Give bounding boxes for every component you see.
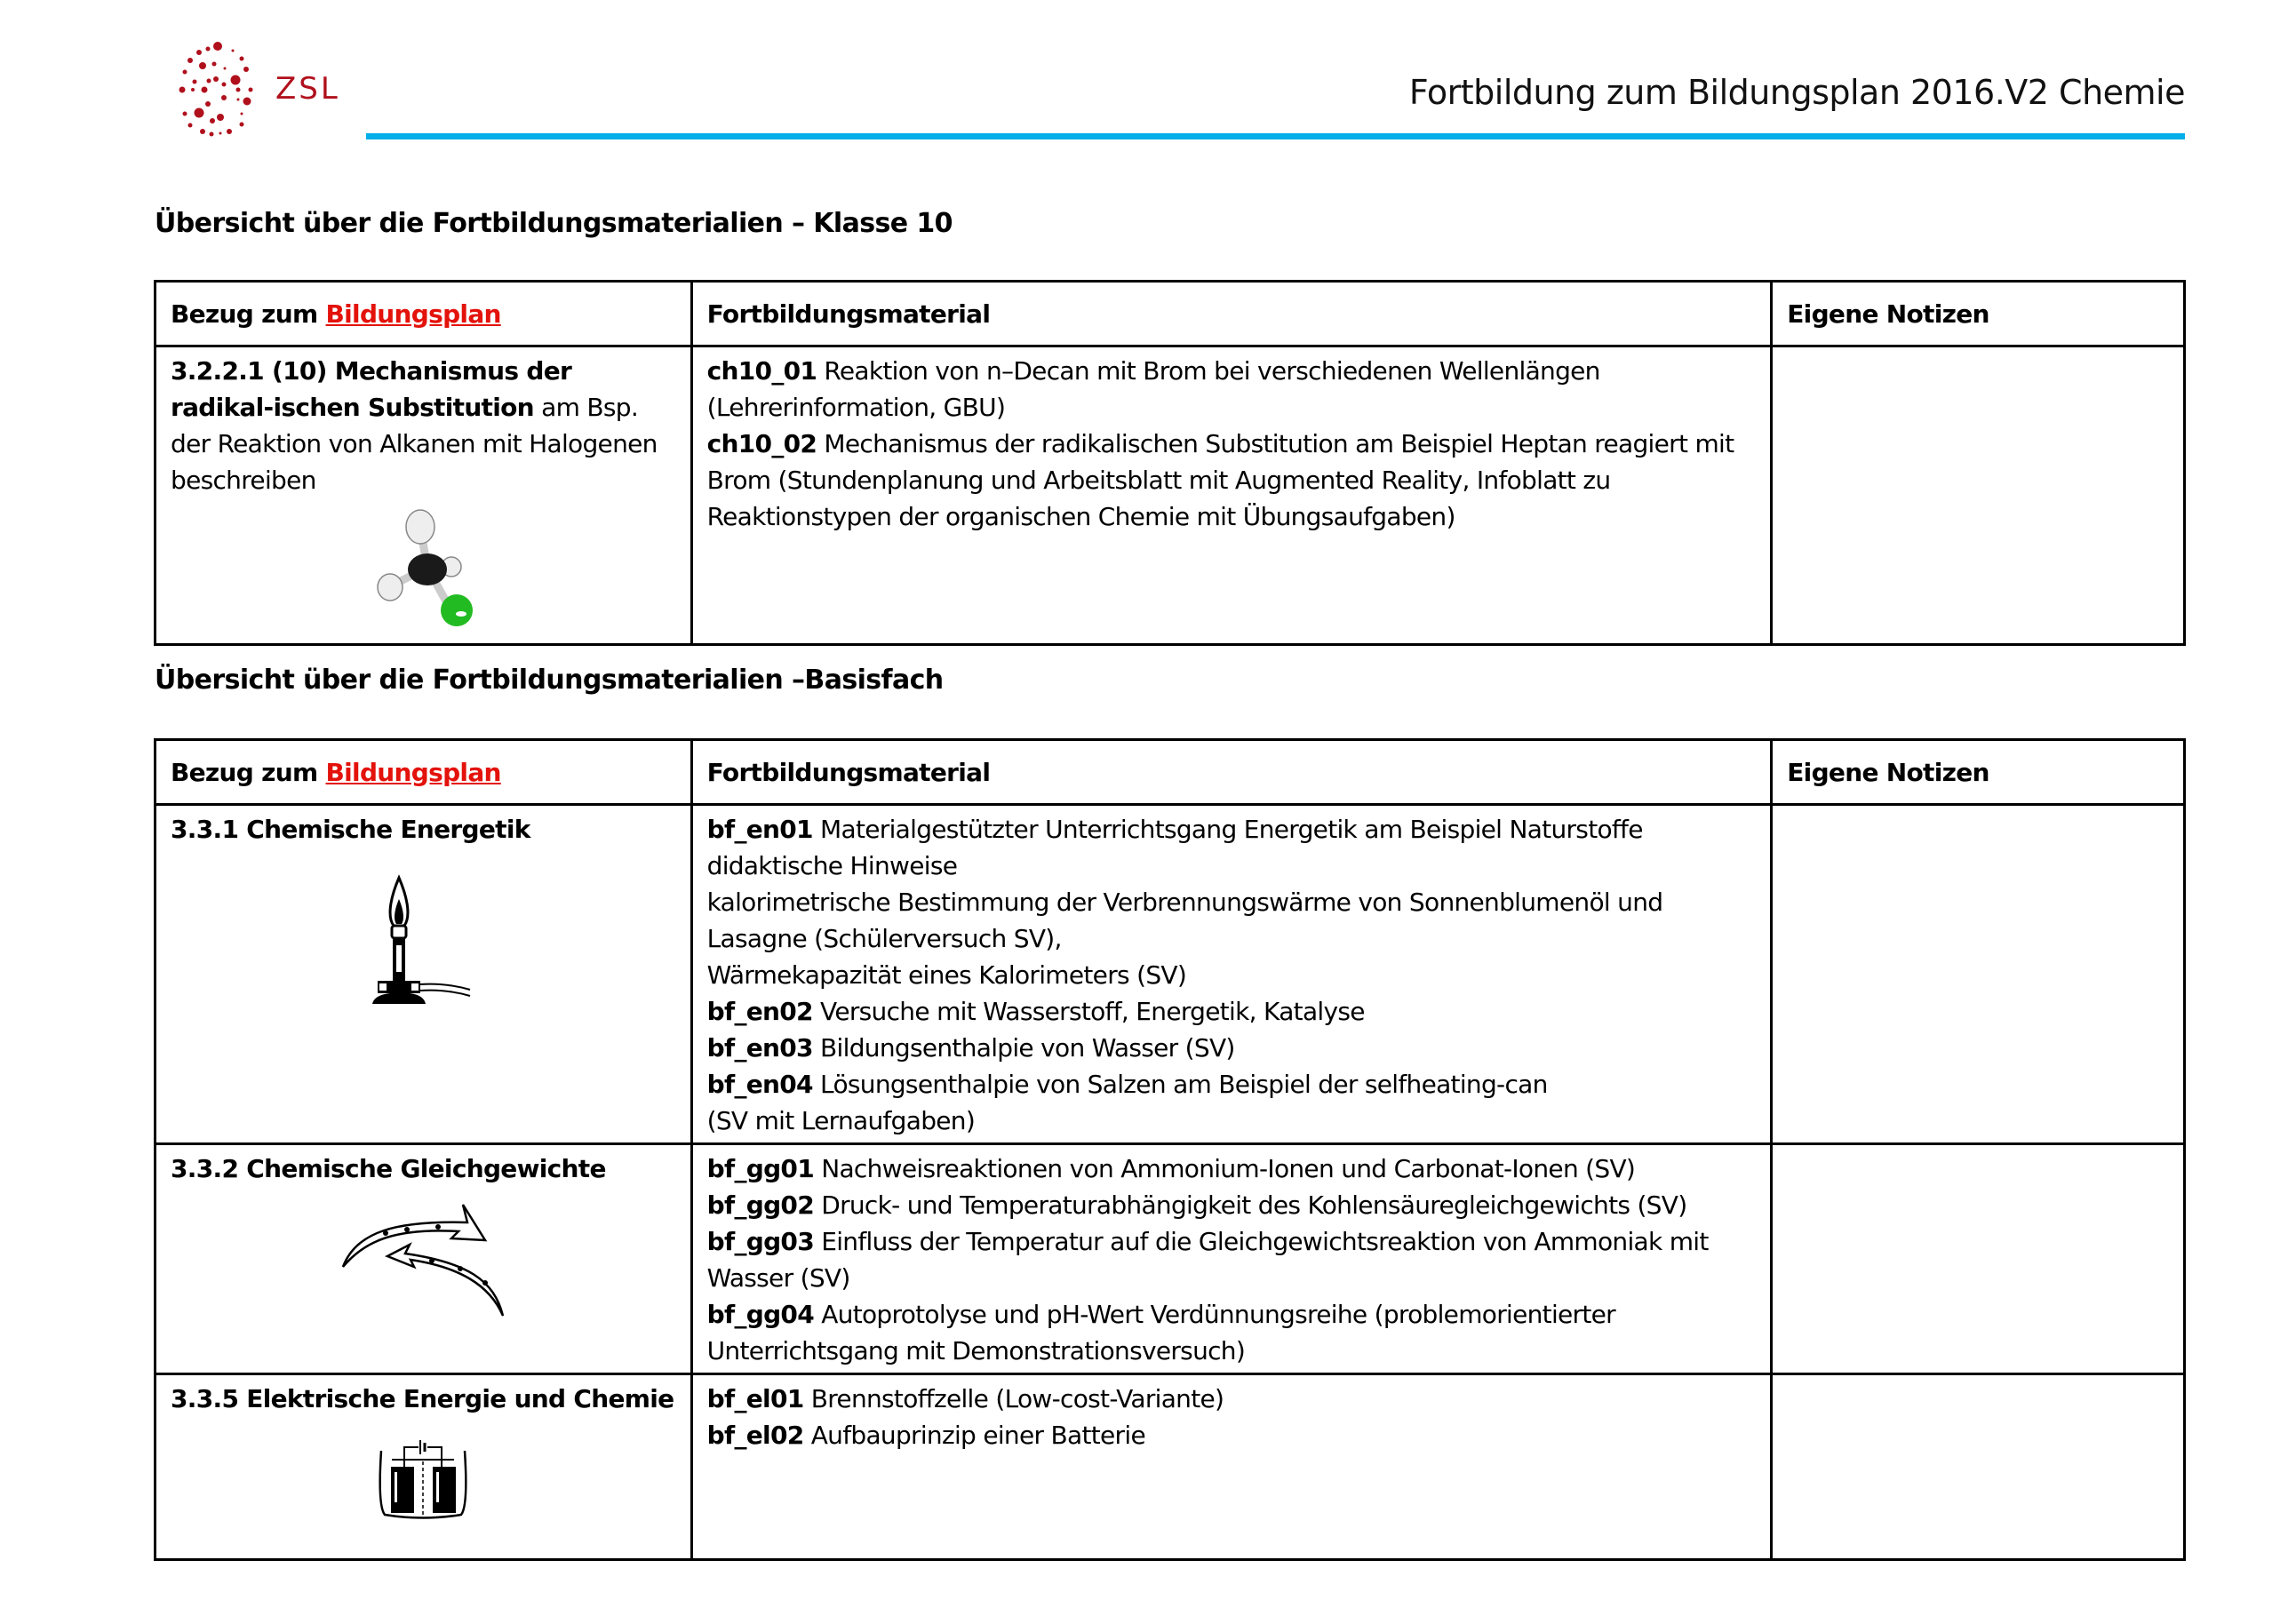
material-item (707, 811, 1757, 848)
material-text: Brennstoffzelle (Low-cost-Variante) (803, 1384, 1224, 1413)
bezug-title: 3.2.2.1 (10) Mechanismus der radikal-ischen Substitution (171, 356, 572, 422)
material-code: bf_gg02 (706, 1190, 815, 1220)
material-item (707, 884, 1757, 957)
column-header-prefix: Bezug zum (171, 757, 326, 787)
material-text: Lösungsenthalpie von Salzen am Beispiel der selfheating-can (812, 1070, 1548, 1099)
notes-cell[interactable] (1772, 805, 2185, 1144)
table-header-row (155, 740, 2185, 805)
bildungsplan-link[interactable]: Bildungsplan (325, 757, 501, 787)
material-item (707, 1417, 1757, 1453)
column-header-bezug (155, 740, 692, 805)
material-text: kalorimetrische Bestimmung der Verbrennungswärme von Sonnenblumenöl und Lasagne (Schülerversuch SV), (706, 888, 1663, 953)
material-code: bf_en03 (706, 1033, 813, 1063)
material-code: bf_en04 (706, 1070, 813, 1099)
bezug-title: 3.3.5 Elektrische Energie und Chemie (171, 1384, 674, 1413)
table-row (155, 1144, 2185, 1374)
dots-circle-icon (169, 39, 267, 137)
material-code: ch10_02 (706, 429, 817, 458)
material-text: Autoprotolyse und pH-Wert Verdünnungsreihe (problemorientierter Unterrichtsgang mit Demonstrationsversuch) (706, 1300, 1615, 1365)
material-text: didaktische Hinweise (706, 851, 958, 880)
section-heading-basisfach: Übersicht über die Fortbildungsmaterialien –Basisfach (155, 665, 944, 696)
material-code: ch10_01 (706, 356, 817, 386)
material-text: (SV mit Lernaufgaben) (706, 1106, 976, 1135)
column-header-prefix: Bezug zum (171, 299, 326, 329)
bezug-cell (155, 346, 692, 645)
material-text: Bildungsenthalpie von Wasser (SV) (812, 1033, 1235, 1063)
material-item (707, 1187, 1757, 1223)
material-item (707, 1296, 1757, 1369)
table-klasse10 (154, 280, 2186, 646)
bildungsplan-link[interactable]: Bildungsplan (325, 299, 501, 329)
material-item (707, 1030, 1757, 1066)
molecule-icon (365, 506, 481, 630)
material-text: Versuche mit Wasserstoff, Energetik, Katalyse (812, 997, 1365, 1026)
bezug-title: 3.3.1 Chemische Energetik (171, 815, 530, 844)
material-item (707, 353, 1757, 426)
material-item (707, 1150, 1757, 1187)
material-item (707, 1103, 1757, 1139)
column-header-material: Fortbildungsmaterial (691, 740, 1772, 805)
notes-cell[interactable] (1772, 1144, 2185, 1374)
bezug-title: 3.3.2 Chemische Gleichgewichte (171, 1154, 606, 1183)
material-code: bf_gg03 (706, 1227, 815, 1256)
section-heading-klasse10: Übersicht über die Fortbildungsmaterialien – Klasse 10 (155, 208, 953, 239)
column-header-bezug (155, 282, 692, 346)
material-text: Mechanismus der radikalischen Substitution am Beispiel Heptan reagiert mit Brom (Stundenplanung und Arbeitsblatt mit Augmented Reality, Infoblatt zu Reaktionstypen der organischen Chemie mit Übungsaufgaben) (706, 429, 1734, 531)
logo-text: ZSL (275, 71, 340, 107)
material-code: bf_gg01 (706, 1154, 815, 1183)
notes-cell[interactable] (1772, 346, 2185, 645)
document-title: Fortbildung zum Bildungsplan 2016.V2 Chemie (1408, 73, 2185, 112)
column-header-material: Fortbildungsmaterial (691, 282, 1772, 346)
column-header-notes: Eigene Notizen (1772, 282, 2185, 346)
column-header-notes: Eigene Notizen (1772, 740, 2185, 805)
material-cell (691, 346, 1772, 645)
material-text: Aufbauprinzip einer Batterie (803, 1421, 1145, 1450)
bezug-cell (155, 1144, 692, 1374)
notes-cell[interactable] (1772, 1374, 2185, 1560)
material-code: bf_el01 (706, 1384, 804, 1413)
material-code: bf_en01 (706, 815, 813, 844)
table-row (155, 1374, 2185, 1560)
material-code: bf_gg04 (706, 1300, 815, 1329)
bezug-cell (155, 1374, 692, 1560)
material-cell (691, 805, 1772, 1144)
material-cell (691, 1374, 1772, 1560)
material-item (707, 957, 1757, 993)
material-item (707, 1381, 1757, 1417)
material-text: Materialgestützter Unterrichtsgang Energetik am Beispiel Naturstoffe (812, 815, 1643, 844)
bezug-cell (155, 805, 692, 1144)
material-text: Einfluss der Temperatur auf die Gleichgewichtsreaktion von Ammoniak mit Wasser (SV) (706, 1227, 1709, 1293)
table-header-row (155, 282, 2185, 346)
zsl-logo (169, 39, 347, 137)
material-text: Reaktion von n–Decan mit Brom bei verschiedenen Wellenlängen (Lehrerinformation, GBU) (706, 356, 1600, 422)
table-row (155, 805, 2185, 1144)
table-basisfach (154, 738, 2186, 1561)
material-text: Wärmekapazität eines Kalorimeters (SV) (706, 960, 1187, 990)
material-item (707, 848, 1757, 884)
header-divider (366, 133, 2185, 139)
table-row (155, 346, 2185, 645)
material-text: Nachweisreaktionen von Ammonium-Ionen und Carbonat-Ionen (SV) (814, 1154, 1636, 1183)
equilibrium-arrows-icon (334, 1196, 512, 1320)
material-item (707, 1223, 1757, 1296)
material-cell (691, 1144, 1772, 1374)
bunsen-burner-icon (365, 867, 481, 1009)
material-item (707, 1066, 1757, 1103)
material-item (707, 993, 1757, 1030)
material-code: bf_en02 (706, 997, 813, 1026)
material-text: Druck- und Temperaturabhängigkeit des Kohlensäuregleichgewichts (SV) (814, 1190, 1687, 1220)
bezug-description: am Bsp. der Reaktion von Alkanen mit Halogenen beschreiben (171, 393, 658, 495)
material-item (707, 426, 1757, 535)
material-code: bf_el02 (706, 1421, 804, 1450)
galvanic-cell-icon (374, 1435, 472, 1524)
